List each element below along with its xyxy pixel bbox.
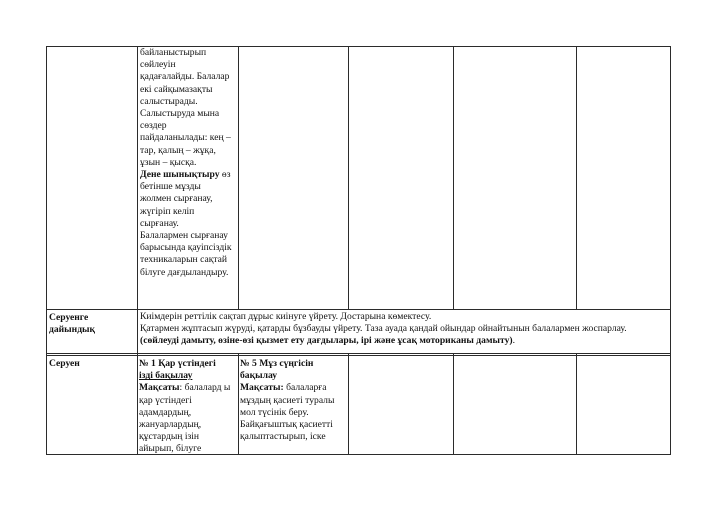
col-divider-1-row3 [238,354,239,455]
text-line: бетінше мұзды [140,181,201,193]
text-line: пайдаланылады: кең – [140,132,231,144]
text-line: жүгіріп келіп [140,205,195,217]
text-line: қалыптастырып, іске [240,431,326,443]
text-line: қадағалайды. Балалар [140,71,230,83]
row1-col1-cell [140,47,238,279]
row2-label-cell [49,312,137,336]
col-divider-4-row1 [576,46,577,310]
observation-title-line: бақылау [240,370,278,382]
text-line: техникаларын сақтай [140,254,228,266]
row3-label-cell [49,358,137,370]
text-line: жануарлардың, [139,419,202,431]
col-divider-3-row3 [453,354,454,455]
col-divider-2-row1 [348,46,349,310]
text-line: Байқағыштық қасиетті [240,419,333,431]
text-line: сөйлеуін [140,59,176,71]
text-line: барысында қауіпсіздік [140,242,232,254]
text-line: екі сайқымазақты [140,83,213,95]
text-line: ұзын – қысқа. [140,156,197,168]
text-line: сырғанау. [140,217,179,229]
text-line: Қатармен жұптасып жүруді, қатарды бұзбауды үйрету. Таза ауада қандай ойындар ойнайтынын балалармен жоспарлау. [140,323,627,335]
col-divider-3-row1 [453,46,454,310]
goal-text: : балалард ы [179,382,231,394]
goal-line [139,382,238,394]
row3-col2-cell [240,358,348,443]
text-line: мол түсінік беру. [240,406,309,418]
table-right-border [670,46,671,455]
observation-title-line: ізді бақылау [139,370,193,382]
skills-text: (сөйлеуді дамыту, өзіне-өзі қызмет ету дағдылары, ірі және ұсақ моториканы дамыту) [140,335,513,347]
row2-content-cell [140,311,670,348]
exercise-heading-line [140,169,238,181]
row-label-line: Серуен [49,358,80,369]
row-divider-2 [46,353,671,354]
goal-text: балаларға [283,382,327,394]
text-line: адамдардың, [139,406,192,418]
label-column-divider [137,46,138,455]
observation-title [240,370,348,382]
goal-label: Мақсаты: [240,382,284,394]
row-label-line: Серуенге [49,312,89,323]
text-line: жолмен сырғанау, [140,193,213,205]
row3-col1-cell [139,358,238,456]
skills-line [140,335,670,347]
row-label-line: дайындық [49,324,96,336]
text-line: құстардың ізін [139,431,200,443]
text-line: айырып, білуге [139,443,202,455]
col-divider-1-row1 [238,46,239,310]
text-line: Киімдерін реттілік сақтап дұрыс киінуге үйрету. Достарына көмектесу. [140,311,432,322]
row-divider-2b [46,355,671,356]
text-line: байланыстырып [140,47,207,58]
row-label [49,312,137,324]
text-line: сөздер [140,120,167,132]
text-line: Салыстыруда мына [140,108,220,120]
observation-title [240,358,348,370]
goal-line [240,382,348,394]
row-label [49,324,137,336]
text-line: Балалармен сырғанау [140,230,228,242]
table-left-border [46,46,47,455]
exercise-heading-rest: өз [219,169,231,181]
col-divider-2-row3 [348,354,349,455]
row-label [49,358,137,370]
text-line: білуге дағдыландыру. [140,266,229,278]
goal-label: Мақсаты [139,382,180,394]
observation-title [139,358,238,370]
text-line: тар, қалың – жұқа, [140,144,216,156]
exercise-heading: Дене шынықтыру [140,169,220,181]
text-line: салыстырады. [140,95,198,107]
row-divider-1 [46,309,671,310]
observation-title-line: № 1 Қар үстіндегі [139,358,216,369]
observation-title-line: № 5 Мұз сүңгісін [240,358,314,369]
text-line: мұздың қасиеті туралы [240,394,335,406]
text-line: қар үстіндегі [139,394,192,406]
observation-title [139,370,238,382]
col-divider-4-row3 [576,354,577,455]
skills-end: . [512,335,515,347]
